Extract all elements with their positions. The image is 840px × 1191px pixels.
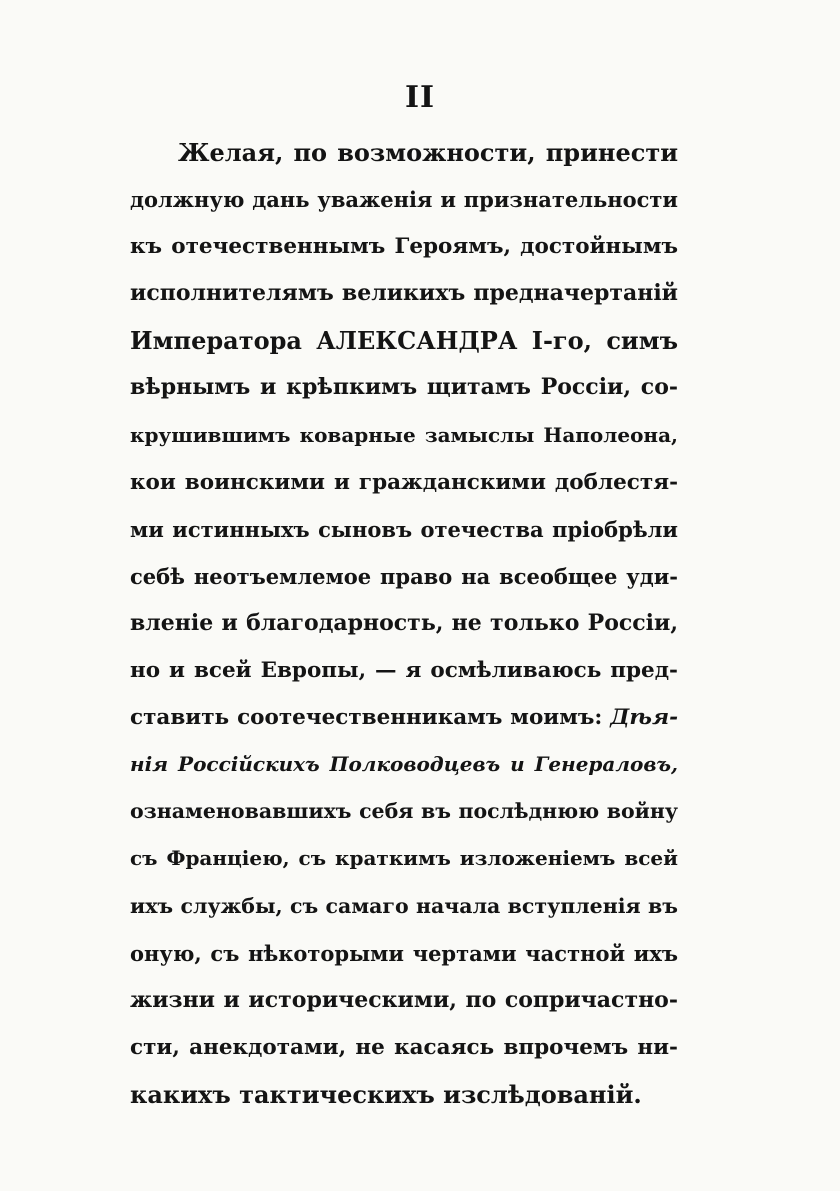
text-segment: вленіе и благодарность, не только Россіи, (130, 609, 678, 636)
italic-text: Дѣя- (610, 705, 678, 731)
text-line (130, 835, 678, 882)
text-segment: исполнителямъ великихъ предначертаній (130, 280, 678, 307)
text-line (130, 412, 678, 459)
text-segment: ихъ службы, съ самаго начала вступленія въ (130, 893, 678, 918)
text-segment: къ отечественнымъ Героямъ, достойнымъ (130, 234, 678, 260)
text-line (130, 317, 678, 364)
text-line (130, 930, 678, 977)
text-line (130, 553, 678, 600)
text-line (130, 506, 678, 553)
italic-text: нія Россійскихъ Полководцевъ и Генераловъ, (130, 752, 678, 777)
text-line (130, 223, 678, 270)
text-line (130, 741, 678, 788)
text-segment: должную дань уваженія и признательности (130, 187, 678, 213)
text-line (130, 270, 678, 317)
text-segment: съ Франціею, съ краткимъ изложеніемъ всей (130, 846, 678, 871)
page-number: II (404, 80, 436, 115)
text-line (130, 647, 678, 694)
text-line (130, 176, 678, 223)
text-line (130, 1071, 678, 1118)
text-segment: ознаменовавшихъ себя въ послѣднюю войну (130, 799, 678, 824)
text-line (130, 459, 678, 506)
text-line (130, 883, 678, 930)
text-segment: кои воинскими и гражданскими доблестя- (130, 469, 678, 495)
text-line (130, 977, 678, 1024)
text-segment: оную, съ нѣкоторыми чертами частной ихъ (130, 940, 678, 966)
body-text (130, 129, 678, 1118)
text-segment: Императора АЛЕКСАНДРА I-го, симъ (130, 326, 678, 356)
text-segment: Желая, по возможности, принести (178, 138, 678, 167)
text-segment: ставить соотечественникамъ моимъ: (130, 705, 611, 731)
text-segment: крушившимъ коварные замыслы Наполеона, (130, 422, 678, 447)
text-segment: какихъ тактическихъ изслѣдованій. (130, 1079, 642, 1109)
text-segment: себѣ неотъемлемое право на всеобщее уди- (130, 563, 678, 589)
text-line (130, 694, 678, 741)
text-line (130, 129, 678, 176)
text-line (130, 788, 678, 835)
text-segment: жизни и историческими, по сопричастно- (130, 986, 678, 1013)
text-segment: ми истинныхъ сыновъ отечества пріобрѣли (130, 516, 678, 542)
text-line (130, 364, 678, 411)
text-segment: сти, анекдотами, не касаясь впрочемъ ни- (130, 1034, 678, 1060)
text-line (130, 600, 678, 647)
text-segment: но и всей Европы, — я осмѣливаюсь пред- (130, 658, 678, 684)
text-segment: вѣрнымъ и крѣпкимъ щитамъ Россіи, со- (130, 374, 678, 401)
text-line (130, 1024, 678, 1071)
